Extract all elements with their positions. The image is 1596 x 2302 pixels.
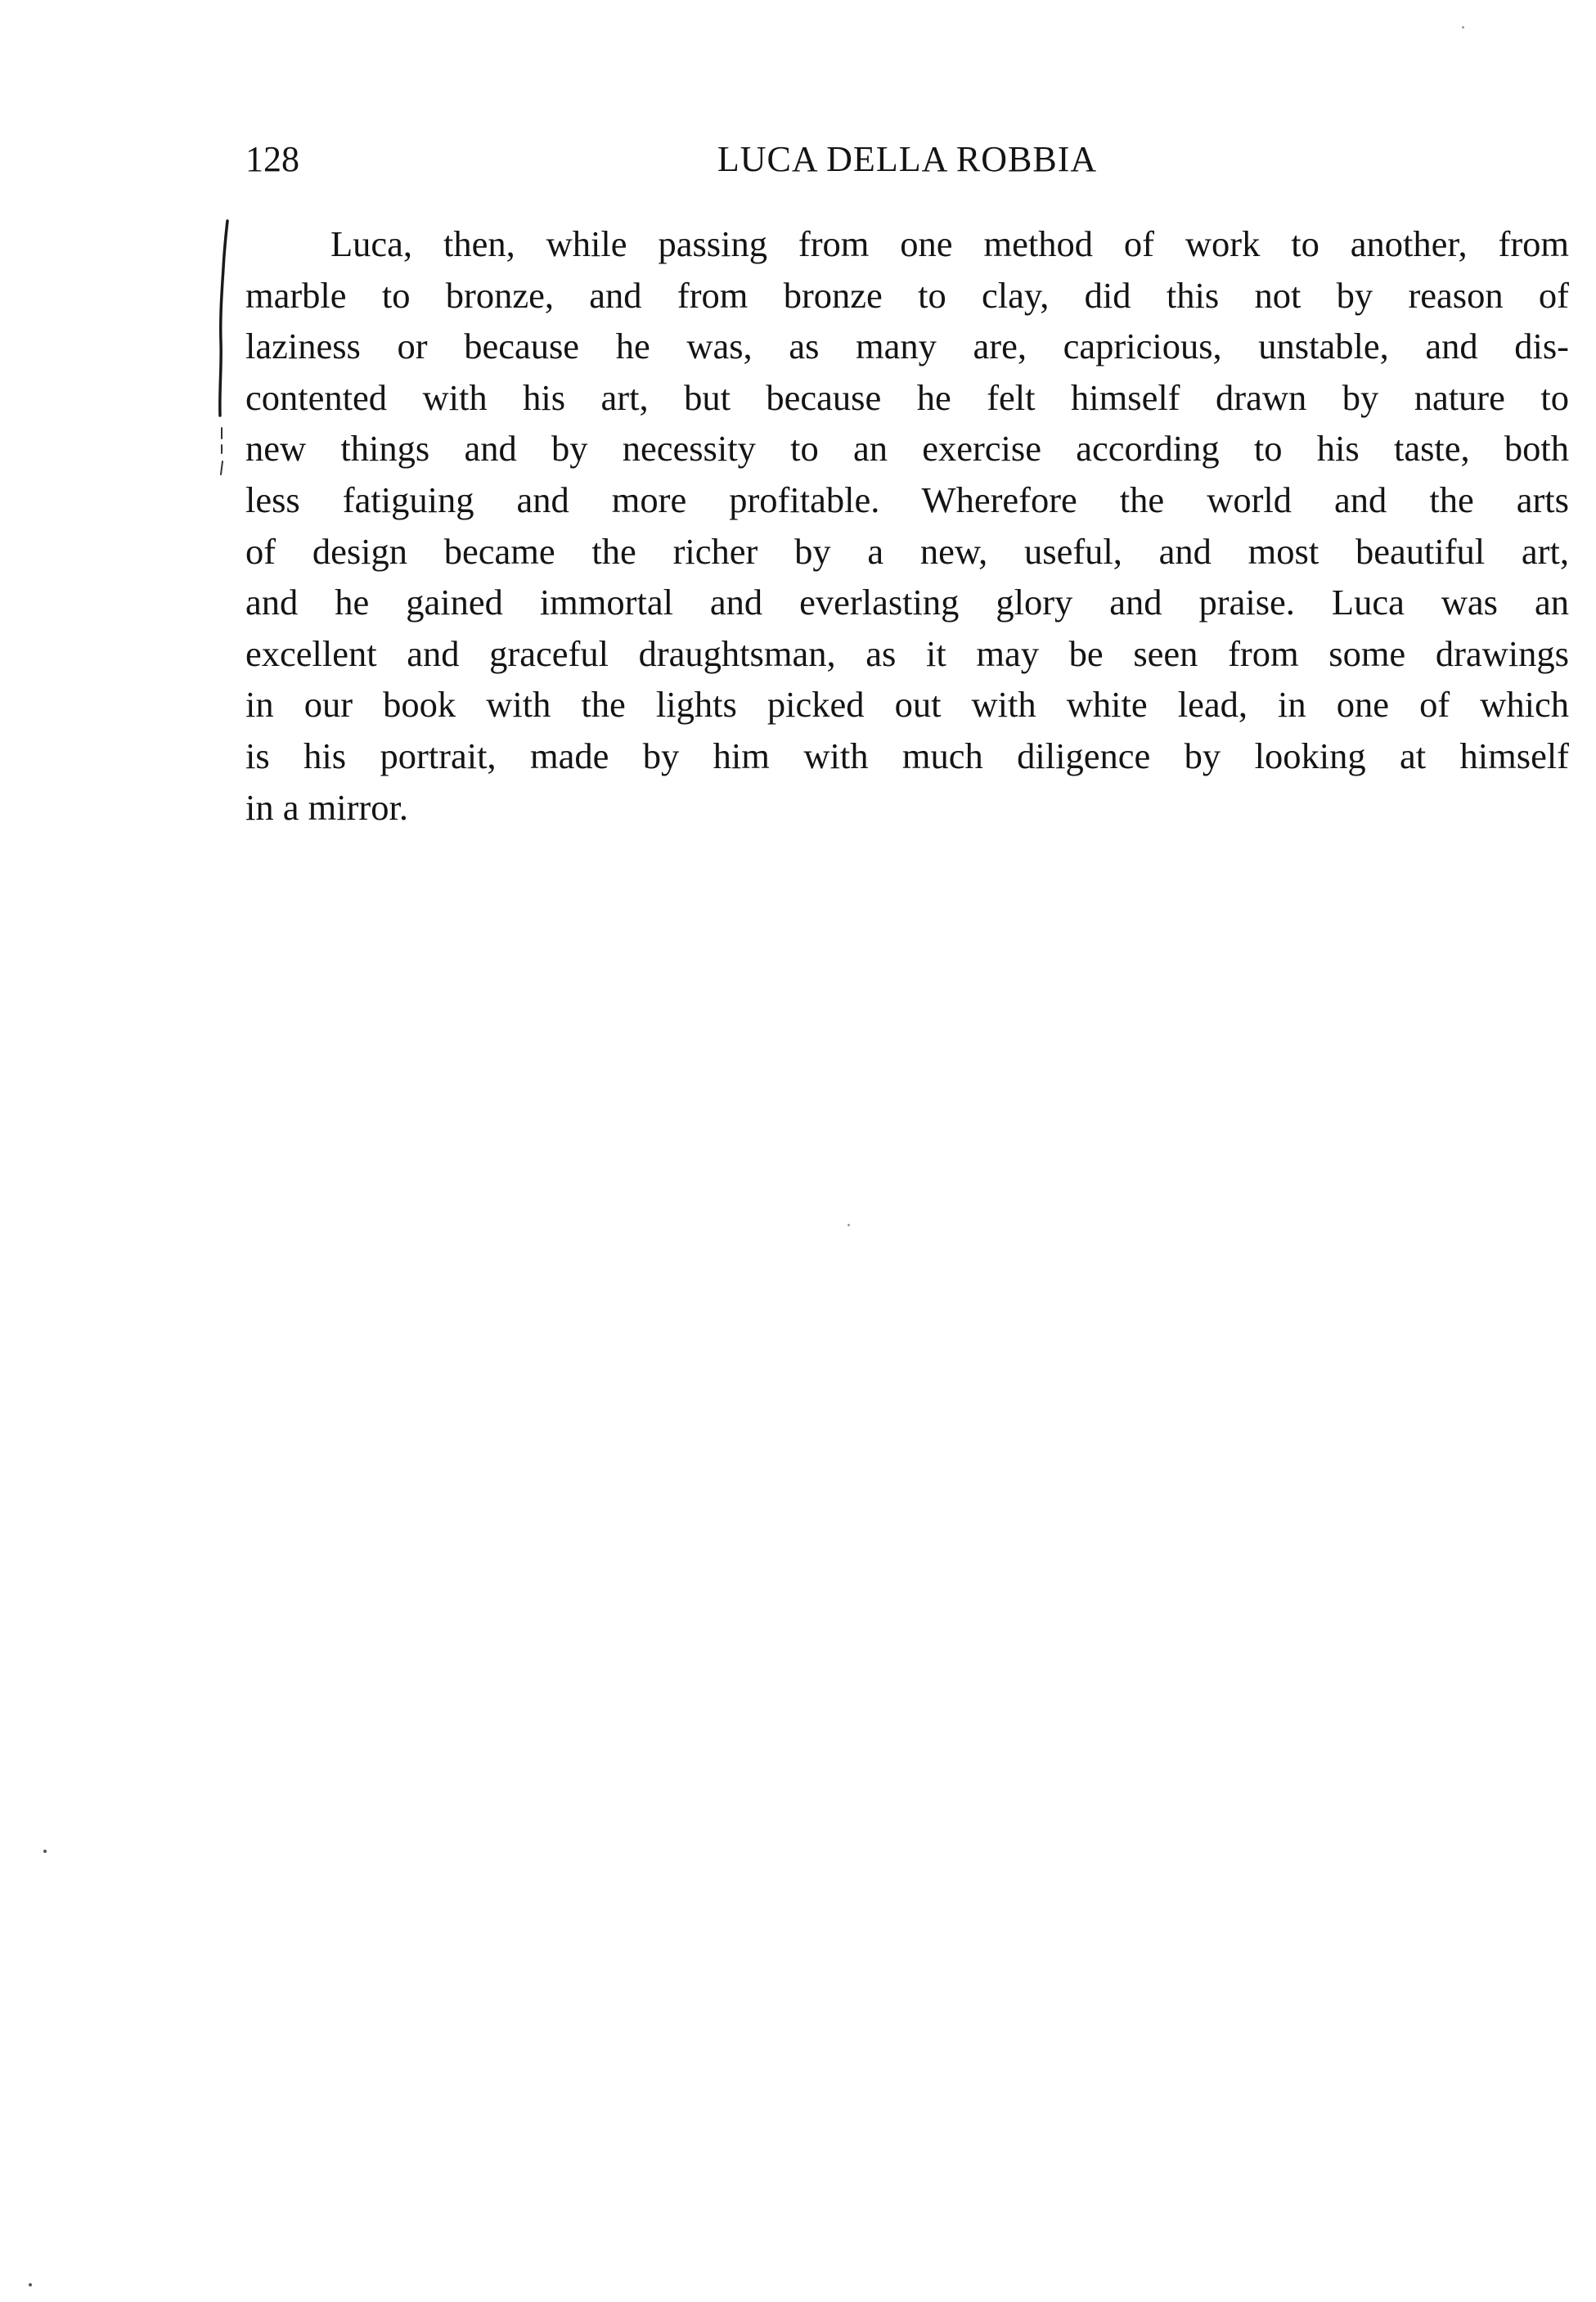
text-line: contented with his art, but because he felt himself drawn by nature to [245,376,1569,418]
paper-speck [43,1850,47,1853]
page-header [245,135,1569,184]
paper-speck [29,2283,32,2286]
text-line: Luca, then, while passing from one method of work to another, from [330,223,1569,264]
body-paragraph [245,218,1569,833]
text-line: in a mirror. [245,786,408,828]
text-line: excellent and graceful draughtsman, as it may be seen from some drawings [245,632,1569,674]
text-line: less fatiguing and more profitable. Wherefore the world and the arts [245,479,1569,520]
text-line: marble to bronze, and from bronze to clay, did this not by reason of [245,274,1569,316]
paper-speck [1462,26,1464,29]
text-line: is his portrait, made by him with much diligence by looking at himself [245,735,1569,776]
page-number: 128 [245,139,299,179]
text-line: new things and by necessity to an exercise according to his taste, both [245,428,1569,470]
text-line: in our book with the lights picked out with white lead, in one of which [245,684,1569,726]
paper-speck [847,1224,850,1226]
margin-pencil-mark [214,219,234,489]
text-line: laziness or because he was, as many are, capricious, unstable, and dis- [245,326,1569,367]
text-line: and he gained immortal and everlasting glory and praise. Luca was an [245,582,1569,623]
running-title: LUCA DELLA ROBBIA [717,139,1098,179]
text-line: of design became the richer by a new, useful, and most beautiful art, [245,530,1569,572]
